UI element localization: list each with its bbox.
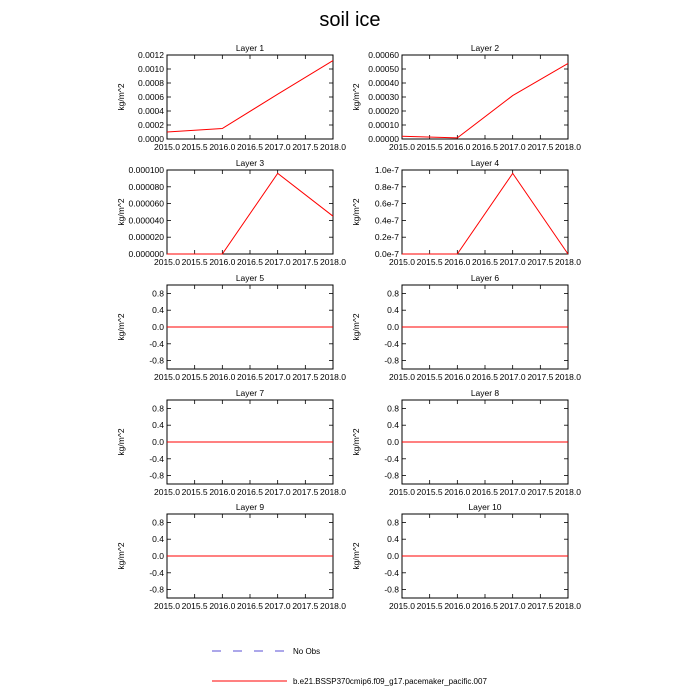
y-tick-label: 0.4 — [387, 534, 399, 545]
x-tick-label: 2018.0 — [555, 601, 581, 611]
series-line — [167, 61, 333, 132]
x-tick-label: 2015.5 — [181, 601, 208, 611]
y-tick-label: -0.8 — [384, 355, 399, 366]
x-tick-label: 2015.5 — [181, 142, 208, 152]
y-tick-label: -0.4 — [384, 453, 399, 464]
x-tick-label: 2017.5 — [527, 372, 554, 382]
y-tick-label: 0.000000 — [128, 249, 164, 259]
plot-frame — [167, 55, 333, 139]
legend-no-obs-label: No Obs — [293, 647, 321, 656]
panel-title: Layer 8 — [470, 388, 500, 398]
x-tick-label: 2017.0 — [264, 142, 291, 152]
y-tick-label: 0.000100 — [128, 165, 164, 175]
x-tick-label: 2018.0 — [555, 257, 581, 267]
x-tick-label: 2016.5 — [472, 257, 498, 267]
y-tick-label: -0.4 — [149, 453, 164, 464]
x-tick-label: 2015.0 — [389, 601, 415, 611]
y-tick-label: -0.8 — [149, 470, 164, 481]
x-tick-label: 2015.0 — [389, 142, 415, 152]
x-tick-label: 2017.0 — [499, 142, 526, 152]
x-tick-label: 2017.5 — [292, 372, 319, 382]
y-tick-label: 0.4e-7 — [374, 215, 399, 226]
y-tick-label: -0.4 — [149, 567, 164, 578]
y-tick-label: 0.0 — [152, 551, 164, 561]
x-tick-label: 2016.5 — [237, 601, 263, 611]
y-tick-label: 0.0002 — [138, 120, 164, 130]
panel-layer-10 — [351, 502, 581, 611]
panel-title: Layer 6 — [470, 273, 500, 283]
y-tick-label: -0.8 — [149, 355, 164, 366]
y-axis-label: kg/m^2 — [351, 313, 361, 341]
y-tick-label: 0.4 — [152, 420, 164, 431]
plot-frame — [402, 170, 568, 254]
panel-title: Layer 4 — [470, 158, 500, 168]
y-tick-label: 0.8 — [387, 517, 399, 528]
y-tick-label: 0.00010 — [368, 120, 399, 130]
x-tick-label: 2018.0 — [555, 372, 581, 382]
x-tick-label: 2018.0 — [320, 257, 346, 267]
x-tick-label: 2016.5 — [472, 372, 498, 382]
x-tick-label: 2016.0 — [444, 487, 471, 497]
y-tick-label: -0.8 — [384, 584, 399, 595]
y-tick-label: 0.000060 — [128, 198, 164, 209]
x-tick-label: 2015.5 — [416, 601, 443, 611]
y-tick-label: 0.4 — [387, 305, 399, 316]
x-tick-label: 2015.0 — [154, 257, 180, 267]
series-line — [402, 63, 568, 137]
x-tick-label: 2018.0 — [320, 487, 346, 497]
panel-layer-6 — [351, 273, 581, 382]
y-tick-label: 0.0 — [387, 322, 399, 332]
x-tick-label: 2017.5 — [292, 142, 319, 152]
x-tick-label: 2015.0 — [389, 372, 415, 382]
panel-layer-8 — [351, 388, 581, 497]
x-tick-label: 2018.0 — [555, 142, 581, 152]
panel-title: Layer 5 — [235, 273, 265, 283]
y-axis-label: kg/m^2 — [351, 83, 361, 111]
y-tick-label: 0.0 — [152, 437, 164, 447]
x-tick-label: 2017.0 — [264, 487, 291, 497]
panel-title: Layer 7 — [235, 388, 265, 398]
series-line — [402, 173, 568, 254]
y-axis-label: kg/m^2 — [116, 83, 126, 111]
y-tick-label: 0.4 — [152, 305, 164, 316]
y-tick-label: 0.0006 — [138, 92, 164, 102]
y-tick-label: 0.00060 — [368, 50, 399, 60]
y-tick-label: 0.0 — [387, 551, 399, 561]
y-tick-label: -0.4 — [149, 338, 164, 349]
x-tick-label: 2015.0 — [154, 142, 180, 152]
y-tick-label: -0.8 — [149, 584, 164, 595]
y-tick-label: 0.00030 — [368, 92, 399, 102]
y-axis-label: kg/m^2 — [116, 428, 126, 456]
y-tick-label: 0.8 — [152, 288, 164, 299]
y-tick-label: 0.8 — [152, 403, 164, 414]
panel-layer-5 — [116, 273, 346, 382]
x-tick-label: 2016.0 — [209, 487, 236, 497]
legend — [212, 647, 487, 686]
panel-layer-3 — [116, 158, 346, 267]
panel-layer-7 — [116, 388, 346, 497]
x-tick-label: 2016.5 — [472, 601, 498, 611]
x-tick-label: 2017.5 — [292, 257, 319, 267]
y-tick-label: 0.000020 — [128, 232, 164, 243]
y-tick-label: 0.0008 — [138, 78, 164, 88]
x-tick-label: 2015.5 — [416, 257, 443, 267]
y-tick-label: 0.8e-7 — [374, 181, 399, 192]
y-tick-label: 0.00040 — [368, 78, 399, 88]
y-axis-label: kg/m^2 — [116, 198, 126, 226]
x-tick-label: 2015.5 — [181, 257, 208, 267]
x-tick-label: 2016.0 — [209, 601, 236, 611]
panel-title: Layer 1 — [235, 43, 265, 53]
x-tick-label: 2016.0 — [209, 372, 236, 382]
x-tick-label: 2016.0 — [209, 257, 236, 267]
panel-title: Layer 10 — [468, 502, 502, 512]
x-tick-label: 2016.5 — [237, 142, 263, 152]
y-axis-label: kg/m^2 — [351, 542, 361, 570]
x-tick-label: 2017.5 — [292, 487, 319, 497]
y-tick-label: 0.8 — [152, 517, 164, 528]
x-tick-label: 2015.5 — [416, 372, 443, 382]
x-tick-label: 2015.5 — [181, 372, 208, 382]
x-tick-label: 2017.5 — [527, 601, 554, 611]
x-tick-label: 2015.0 — [389, 257, 415, 267]
y-tick-label: 0.0010 — [138, 64, 164, 74]
x-tick-label: 2016.5 — [237, 372, 263, 382]
x-tick-label: 2016.0 — [444, 601, 471, 611]
x-tick-label: 2015.5 — [416, 487, 443, 497]
panel-title: Layer 3 — [235, 158, 265, 168]
x-tick-label: 2015.0 — [154, 487, 180, 497]
y-tick-label: 0.000040 — [128, 215, 164, 226]
panel-layer-1 — [116, 43, 346, 152]
x-tick-label: 2018.0 — [555, 487, 581, 497]
y-tick-label: 0.0 — [387, 437, 399, 447]
x-tick-label: 2016.5 — [237, 487, 263, 497]
x-tick-label: 2015.0 — [154, 601, 180, 611]
y-tick-label: 1.0e-7 — [374, 165, 399, 175]
y-tick-label: 0.0000 — [138, 134, 164, 144]
y-tick-label: 0.00000 — [368, 134, 399, 144]
x-tick-label: 2017.0 — [499, 372, 526, 382]
y-axis-label: kg/m^2 — [116, 542, 126, 570]
y-tick-label: 0.0e-7 — [374, 249, 399, 259]
y-tick-label: 0.4 — [152, 534, 164, 545]
x-tick-label: 2017.0 — [264, 601, 291, 611]
x-tick-label: 2018.0 — [320, 142, 346, 152]
panel-layer-4 — [351, 158, 581, 267]
y-tick-label: 0.6e-7 — [374, 198, 399, 209]
x-tick-label: 2016.5 — [237, 257, 263, 267]
x-tick-label: 2017.0 — [499, 487, 526, 497]
panel-title: Layer 2 — [470, 43, 500, 53]
y-tick-label: 0.000080 — [128, 181, 164, 192]
plot-frame — [167, 170, 333, 254]
x-tick-label: 2016.5 — [472, 487, 498, 497]
panel-layer-2 — [351, 43, 581, 152]
x-tick-label: 2015.5 — [181, 487, 208, 497]
x-tick-label: 2017.0 — [499, 257, 526, 267]
panel-layer-9 — [116, 502, 346, 611]
figure-title: soil ice — [319, 9, 381, 31]
y-axis-label: kg/m^2 — [351, 428, 361, 456]
x-tick-label: 2017.5 — [527, 257, 554, 267]
y-axis-label: kg/m^2 — [116, 313, 126, 341]
x-tick-label: 2017.5 — [527, 487, 554, 497]
y-tick-label: 0.2e-7 — [374, 232, 399, 243]
y-tick-label: 0.00050 — [368, 64, 399, 74]
x-tick-label: 2018.0 — [320, 601, 346, 611]
y-tick-label: -0.4 — [384, 338, 399, 349]
x-tick-label: 2017.0 — [499, 601, 526, 611]
panel-title: Layer 9 — [235, 502, 265, 512]
y-tick-label: -0.8 — [384, 470, 399, 481]
series-line — [167, 173, 333, 254]
x-tick-label: 2018.0 — [320, 372, 346, 382]
x-tick-label: 2017.0 — [264, 372, 291, 382]
y-tick-label: 0.4 — [387, 420, 399, 431]
plot-frame — [402, 55, 568, 139]
x-tick-label: 2015.0 — [154, 372, 180, 382]
x-tick-label: 2015.0 — [389, 487, 415, 497]
x-tick-label: 2016.0 — [444, 372, 471, 382]
y-tick-label: 0.0012 — [138, 50, 164, 60]
x-tick-label: 2017.5 — [527, 142, 554, 152]
y-tick-label: -0.4 — [384, 567, 399, 578]
y-tick-label: 0.8 — [387, 403, 399, 414]
x-tick-label: 2015.5 — [416, 142, 443, 152]
y-tick-label: 0.0004 — [138, 106, 164, 116]
y-tick-label: 0.8 — [387, 288, 399, 299]
x-tick-label: 2016.0 — [209, 142, 236, 152]
y-axis-label: kg/m^2 — [351, 198, 361, 226]
x-tick-label: 2017.5 — [292, 601, 319, 611]
x-tick-label: 2016.0 — [444, 142, 471, 152]
x-tick-label: 2016.5 — [472, 142, 498, 152]
y-tick-label: 0.0 — [152, 322, 164, 332]
x-tick-label: 2016.0 — [444, 257, 471, 267]
y-tick-label: 0.00020 — [368, 106, 399, 116]
legend-model-label: b.e21.BSSP370cmip6.f09_g17.pacemaker_pacific.007 — [293, 677, 487, 686]
x-tick-label: 2017.0 — [264, 257, 291, 267]
